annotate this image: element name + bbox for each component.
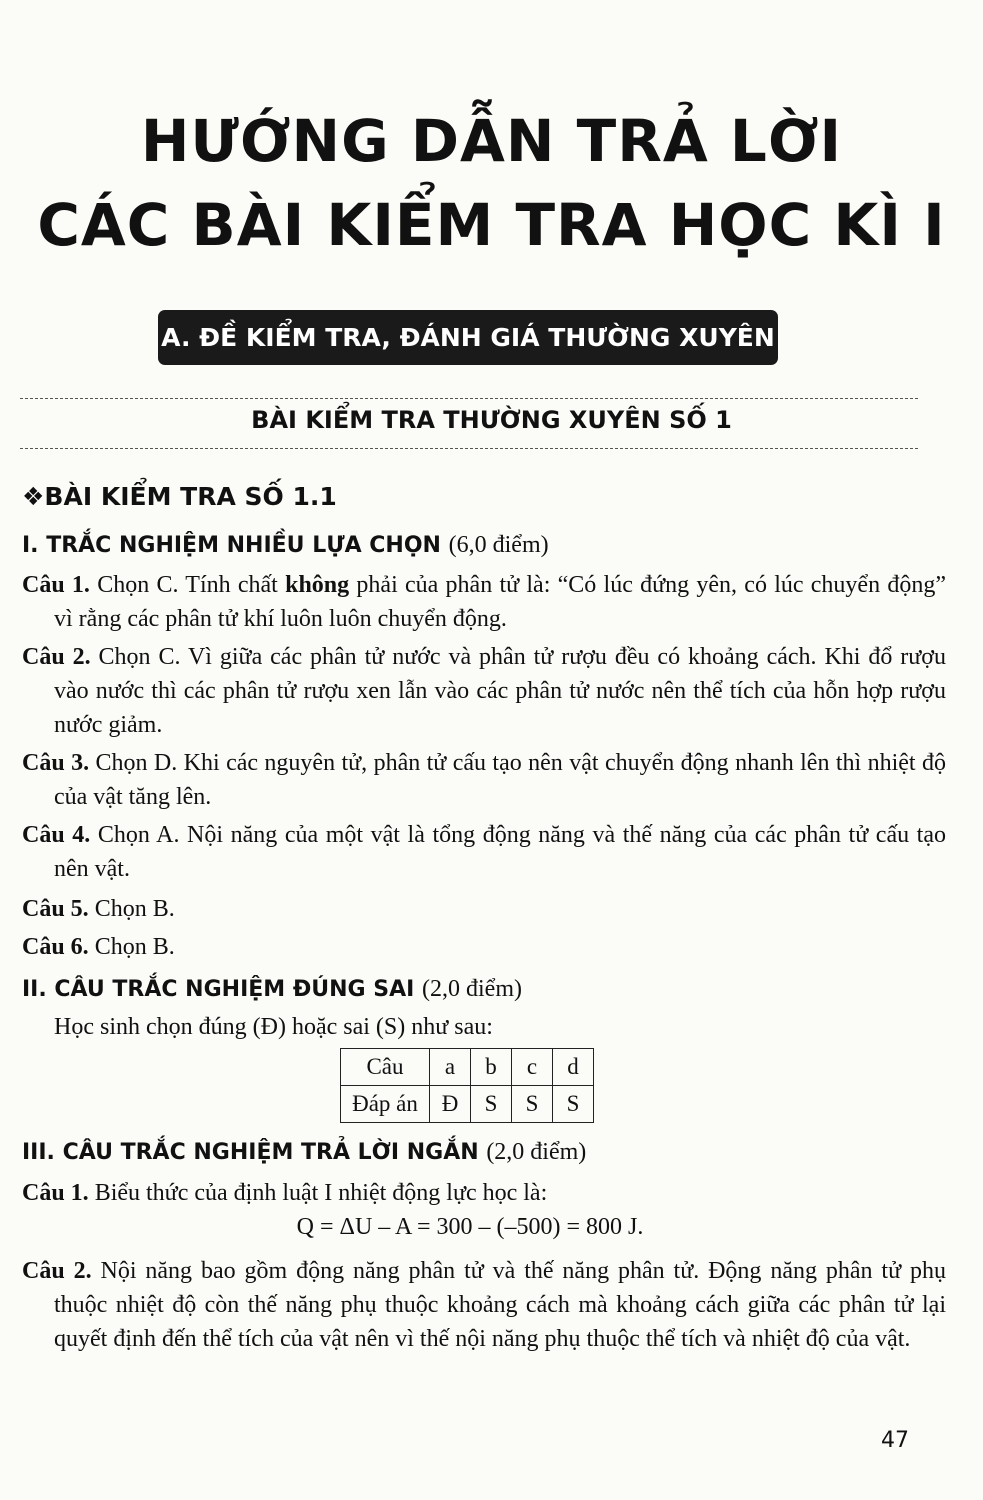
question-lead: Câu 1. bbox=[22, 572, 90, 598]
part2-points: (2,0 điểm) bbox=[422, 976, 522, 1002]
table-cell: Đ bbox=[430, 1086, 471, 1123]
question-lead: Câu 2. bbox=[22, 644, 91, 670]
part1-question-6 bbox=[22, 930, 914, 964]
question-lead: Câu 6. bbox=[22, 934, 89, 960]
table-header-cell: b bbox=[471, 1049, 512, 1086]
question-text: phải của phân tử là: “Có lúc đứng yên, có lúc chuyển động” vì rằng các phân tử khí luôn luôn chuyển động. bbox=[54, 572, 946, 632]
table-header-cell: Câu bbox=[341, 1049, 430, 1086]
part1-question-1 bbox=[22, 568, 946, 636]
question-text: Chọn C. Vì giữa các phân tử nước và phân tử rượu đều có khoảng cách. Khi đổ rượu vào nước thì các phân tử rượu xen lẫn vào các phân tử nước nên thể tích của hỗn hợp rượu nước giảm. bbox=[54, 644, 946, 738]
table-row bbox=[341, 1049, 594, 1086]
question-text: Chọn A. Nội năng của một vật là tổng động năng và thế năng của các phân tử cấu tạo nên vật. bbox=[54, 822, 946, 882]
part2-heading bbox=[22, 976, 522, 1003]
part3-points: (2,0 điểm) bbox=[486, 1139, 587, 1165]
page-number: 47 bbox=[881, 1428, 909, 1453]
test-title: ❖BÀI KIỂM TRA SỐ 1.1 bbox=[22, 482, 337, 511]
part1-points: (6,0 điểm) bbox=[448, 532, 549, 558]
part1-question-4 bbox=[22, 818, 946, 886]
part1-heading bbox=[22, 532, 549, 559]
question-lead: Câu 4. bbox=[22, 822, 91, 848]
part2-heading-text: II. CÂU TRẮC NGHIỆM ĐÚNG SAI bbox=[22, 977, 415, 1002]
table-row bbox=[341, 1086, 594, 1123]
dashed-divider-top bbox=[20, 398, 918, 399]
part3-question-1 bbox=[22, 1176, 914, 1210]
part1-question-5 bbox=[22, 892, 914, 926]
table-header-cell: c bbox=[512, 1049, 553, 1086]
part1-heading-text: I. TRẮC NGHIỆM NHIỀU LỰA CHỌN bbox=[22, 533, 441, 558]
question-lead: Câu 3. bbox=[22, 750, 90, 776]
question-text: Chọn B. bbox=[88, 896, 175, 922]
table-cell: S bbox=[471, 1086, 512, 1123]
question-text: Chọn C. Tính chất bbox=[89, 572, 286, 598]
table-cell: Đáp án bbox=[341, 1086, 430, 1123]
question-lead: Câu 1. bbox=[22, 1180, 89, 1206]
table-cell: S bbox=[553, 1086, 594, 1123]
part1-question-2 bbox=[22, 640, 946, 742]
formula: Q = ΔU – A = 300 – (–500) = 800 J. bbox=[296, 1214, 644, 1240]
dashed-divider-bottom bbox=[20, 448, 918, 449]
page-title-line-1: HƯỚNG DẪN TRẢ LỜI bbox=[140, 107, 843, 175]
question-emphasis: không bbox=[285, 572, 350, 598]
question-text: Biểu thức của định luật I nhiệt động lực học là: bbox=[88, 1180, 548, 1206]
table-header-cell: d bbox=[553, 1049, 594, 1086]
question-text: Nội năng bao gồm động năng phân tử và thế năng phân tử. Động năng phân tử phụ thuộc nhiệt độ còn thế năng phụ thuộc khoảng cách mà khoảng cách giữa các phân tử lại quyết định đến thể tích của vật nên vì thế nội năng phụ thuộc thể tích và nhiệt độ của vật. bbox=[54, 1258, 947, 1352]
section-banner: A. ĐỀ KIỂM TRA, ĐÁNH GIÁ THƯỜNG XUYÊN bbox=[158, 310, 778, 365]
table-header-cell: a bbox=[430, 1049, 471, 1086]
part3-heading-text: III. CÂU TRẮC NGHIỆM TRẢ LỜI NGẮN bbox=[22, 1140, 479, 1165]
question-lead: Câu 2. bbox=[22, 1258, 92, 1284]
part1-question-3 bbox=[22, 746, 946, 814]
subheading: BÀI KIỂM TRA THƯỜNG XUYÊN SỐ 1 bbox=[251, 406, 732, 434]
page-title-line-2: CÁC BÀI KIỂM TRA HỌC KÌ I bbox=[37, 191, 946, 259]
part2-intro: Học sinh chọn đúng (Đ) hoặc sai (S) như sau: bbox=[54, 1014, 493, 1040]
question-text: Chọn B. bbox=[88, 934, 175, 960]
part3-question-2 bbox=[22, 1254, 946, 1356]
answer-table bbox=[340, 1048, 594, 1123]
table-cell: S bbox=[512, 1086, 553, 1123]
part3-heading bbox=[22, 1139, 586, 1166]
question-text: Chọn D. Khi các nguyên tử, phân tử cấu tạo nên vật chuyển động nhanh lên thì nhiệt độ của vật tăng lên. bbox=[54, 750, 946, 810]
question-lead: Câu 5. bbox=[22, 896, 89, 922]
